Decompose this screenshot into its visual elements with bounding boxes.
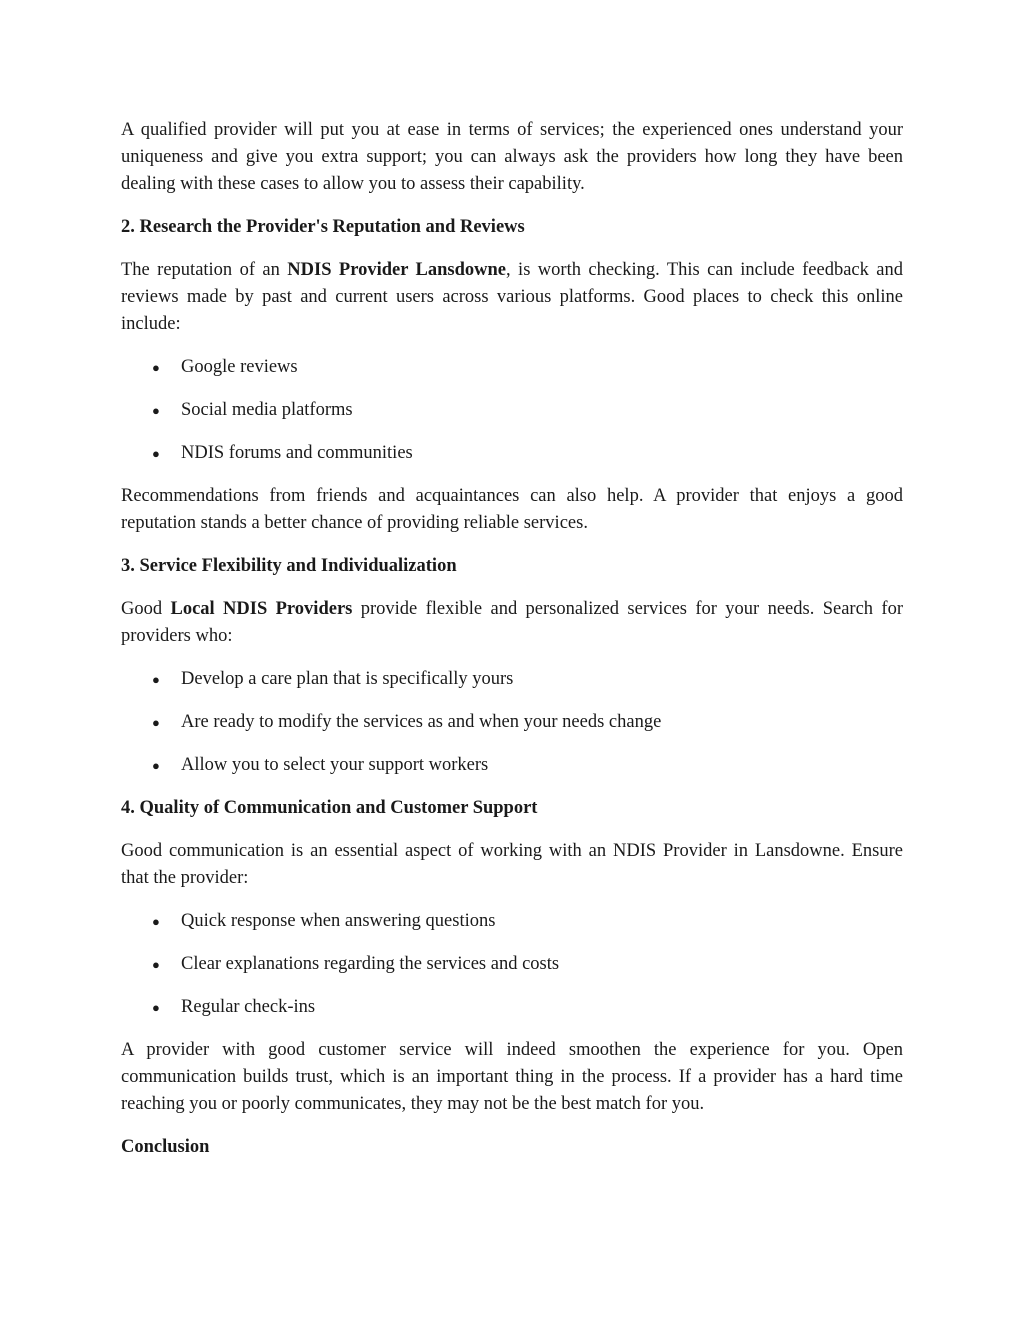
section-3-text-post: provide flexible and personalized services for your needs. Search for providers who: xyxy=(121,599,903,646)
section-3-list xyxy=(121,666,903,779)
section-2-paragraph xyxy=(121,257,903,338)
list-item xyxy=(121,354,903,381)
bullet-icon: ● xyxy=(152,446,160,461)
list-item-text: Develop a care plan that is specifically yours xyxy=(181,669,514,689)
list-item xyxy=(121,994,903,1021)
list-item-text: Google reviews xyxy=(181,357,298,377)
bullet-icon: ● xyxy=(152,672,160,687)
intro-paragraph: A qualified provider will put you at ease in terms of services; the experienced ones understand your uniqueness and give you extra support; you can always ask the providers how long they have been dealing with these cases to allow you to assess their capability. xyxy=(121,120,903,194)
bullet-icon: ● xyxy=(152,957,160,972)
section-2-text-post: , is worth checking. This can include feedback and reviews made by past and current users across various platforms. Good places to check this online include: xyxy=(121,260,903,334)
list-item-text: Social media platforms xyxy=(181,400,353,420)
bullet-icon: ● xyxy=(152,403,160,418)
document-page xyxy=(121,117,903,1177)
list-item xyxy=(121,666,903,693)
bullet-icon: ● xyxy=(152,914,160,929)
list-item xyxy=(121,440,903,467)
section-3-keyword: Local NDIS Providers xyxy=(170,599,353,619)
section-4-paragraph: Good communication is an essential aspect of working with an NDIS Provider in Lansdowne. Ensure that the provider: xyxy=(121,841,903,888)
list-item-text: Allow you to select your support workers xyxy=(181,755,489,775)
list-item-text: Quick response when answering questions xyxy=(181,911,496,931)
section-4-heading: 4. Quality of Communication and Customer Support xyxy=(121,798,538,818)
section-3-heading: 3. Service Flexibility and Individualization xyxy=(121,556,457,576)
section-2-heading: 2. Research the Provider's Reputation and Reviews xyxy=(121,217,525,237)
list-item-text: Clear explanations regarding the services and costs xyxy=(181,954,560,974)
bullet-icon: ● xyxy=(152,715,160,730)
list-item xyxy=(121,951,903,978)
bullet-icon: ● xyxy=(152,758,160,773)
bullet-icon: ● xyxy=(152,360,160,375)
list-item xyxy=(121,752,903,779)
section-2-after-paragraph: Recommendations from friends and acquaintances can also help. A provider that enjoys a good reputation stands a better chance of providing reliable services. xyxy=(121,486,903,533)
section-4-list xyxy=(121,908,903,1021)
conclusion-heading: Conclusion xyxy=(121,1137,210,1157)
section-3-paragraph xyxy=(121,596,903,650)
section-3-text-pre: Good xyxy=(121,599,171,619)
list-item xyxy=(121,397,903,424)
bullet-icon: ● xyxy=(152,1000,160,1015)
list-item xyxy=(121,709,903,736)
list-item-text: NDIS forums and communities xyxy=(181,443,413,463)
list-item-text: Are ready to modify the services as and when your needs change xyxy=(181,712,662,732)
section-2-text-pre: The reputation of an xyxy=(121,260,288,280)
section-2-keyword: NDIS Provider Lansdowne xyxy=(287,260,507,280)
section-4-after-paragraph: A provider with good customer service will indeed smoothen the experience for you. Open communication builds trust, which is an important thing in the process. If a provider has a hard time reaching you or poorly communicates, they may not be the best match for you. xyxy=(121,1040,903,1114)
list-item-text: Regular check-ins xyxy=(181,997,316,1017)
list-item xyxy=(121,908,903,935)
section-2-list xyxy=(121,354,903,467)
